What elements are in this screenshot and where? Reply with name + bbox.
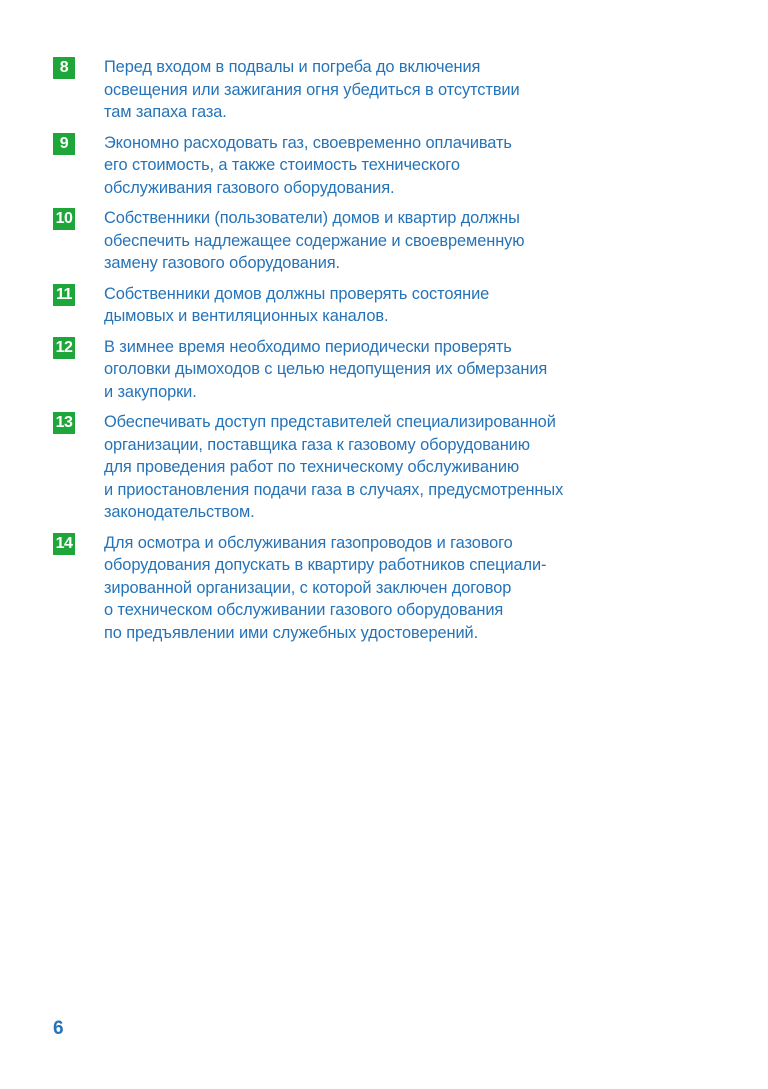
rule-text: Для осмотра и обслуживания газопроводов и газового оборудования допускать в квартиру работников специали- зированной организации, с которой заключен договор о техническом обслуживании газового оборудования по предъявлении ими служебных удостоверений. [104,533,547,642]
page-number: 6 [53,1018,64,1039]
rule-text: В зимнее время необходимо периодически проверять оголовки дымоходов с целью недопущения их обмерзания и закупорки. [104,337,548,401]
rule-item-8 [53,56,613,124]
rule-item-9 [53,132,613,200]
rule-item-11 [53,283,613,328]
rule-number-badge: 10 [53,208,75,230]
rule-item-13 [53,411,613,524]
rule-text: Собственники домов должны проверять состояние дымовых и вентиляционных каналов. [104,284,490,325]
rule-number-badge: 11 [53,284,75,306]
rule-number-badge: 8 [53,57,75,79]
rule-item-12 [53,336,613,404]
rule-number-badge: 13 [53,412,75,434]
rule-number-badge: 14 [53,533,75,555]
rule-text: Собственники (пользователи) домов и квартир должны обеспечить надлежащее содержание и своевременную замену газового оборудования. [104,209,525,272]
rule-number-badge: 12 [53,337,75,359]
rule-text: Обеспечивать доступ представителей специализированной организации, поставщика газа к газовому оборудованию для проведения работ по техническому обслуживанию и приостановления подачи газа в случаях, предусмотренных законодательством. [104,413,564,521]
rule-item-14 [53,532,613,645]
rule-number-badge: 9 [53,133,75,155]
rules-list [53,56,613,652]
rule-text: Перед входом в подвалы и погреба до включения освещения или зажигания огня убедиться в отсутствии там запаха газа. [104,58,520,121]
rule-text: Экономно расходовать газ, своевременно оплачивать его стоимость, а также стоимость технического обслуживания газового оборудования. [104,133,512,197]
rule-item-10 [53,207,613,275]
